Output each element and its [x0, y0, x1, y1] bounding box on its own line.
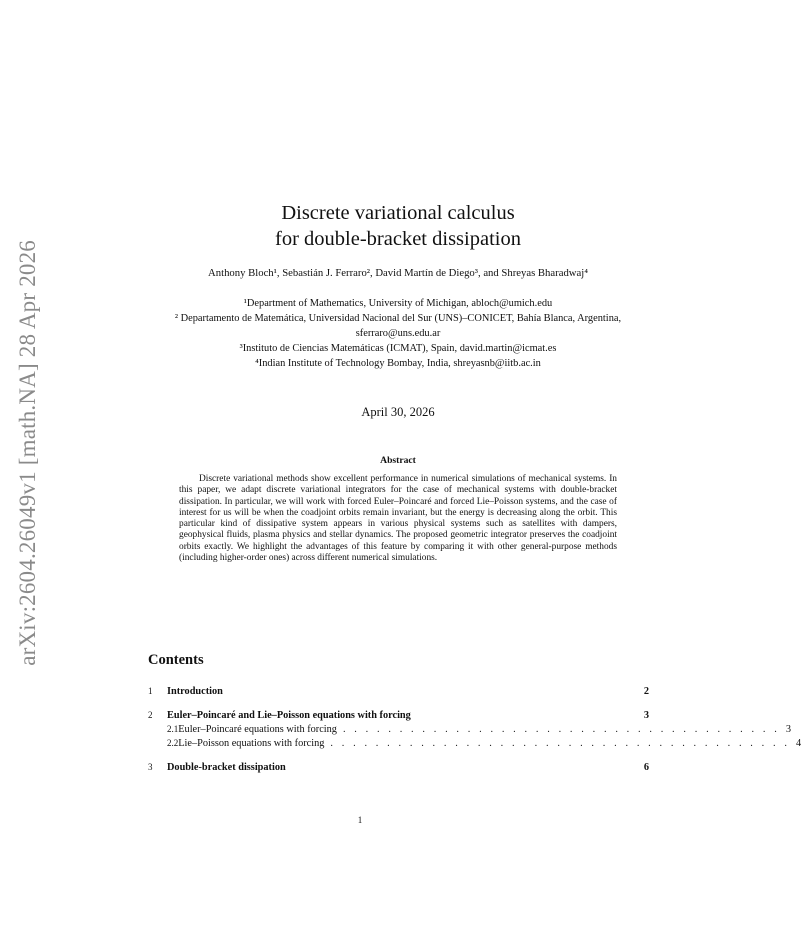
- affiliations: [148, 296, 648, 371]
- toc-page-number: 3: [643, 710, 649, 721]
- toc-section-title: Euler–Poincaré and Lie–Poisson equations with forcing: [167, 710, 411, 721]
- toc-subsection-title: Lie–Poisson equations with forcing: [178, 738, 325, 749]
- title-line-1: Discrete variational calculus: [281, 202, 515, 224]
- toc-leader-dots: . . . . . . . . . . . . . . . . . . . . . . . . . . . . . . . . . . . . . . . . .: [330, 738, 791, 749]
- affiliation-1: ¹Department of Mathematics, University of Michigan, abloch@umich.edu: [243, 298, 553, 309]
- toc-section-introduction[interactable]: [148, 686, 649, 700]
- toc-section-double-bracket-dissipation[interactable]: [148, 762, 649, 776]
- author-list: Anthony Bloch¹, Sebastián J. Ferraro², David Martín de Diego³, and Shreyas Bharadwaj⁴: [208, 267, 588, 279]
- toc-subsection-number: 2.2: [167, 738, 179, 748]
- affiliation-2: ² Departamento de Matemática, Universidad Nacional del Sur (UNS)–CONICET, Bahía Blanca, Argentina, sferraro@uns.edu.ar: [174, 313, 622, 339]
- contents-heading: Contents: [148, 652, 204, 668]
- toc-section-euler-poincare-lie-poisson[interactable]: [148, 710, 649, 724]
- abstract-text: Discrete variational methods show excellent performance in numerical simulations of mechanical systems. In this paper, we adapt discrete variational integrators for the case of mechanical systems with double-bracket dissipation. In particular, we will work with forced Euler–Poincaré and forced Lie–Poisson systems, and the case of interest for us will be when the coadjoint orbits remain invariant, but the energy is decreasing along the orbit. This particular kind of dissipative system appears in various physical systems such as satellites with dampers, geophysical fluids, plasma physics and stellar dynamics. The proposed geometric integrator preserves the coadjoint orbits exactly. We highlight the advantages of this feature by comparing it with other general-purpose methods (including higher-order ones) across different numerical simulations.: [179, 474, 617, 564]
- toc-section-number: 1: [148, 686, 153, 696]
- toc-subsection-number: 2.1: [167, 724, 179, 734]
- toc-leader-dots: . . . . . . . . . . . . . . . . . . . . . . . . . . . . . . . . . . . . . . .: [342, 724, 780, 735]
- toc-section-title: Double-bracket dissipation: [167, 762, 286, 773]
- toc-page-number: 3: [785, 724, 792, 735]
- arxiv-identifier-stamp: [12, 240, 44, 666]
- affiliation-3: ³Instituto de Ciencias Matemáticas (ICMAT), Spain, david.martin@icmat.es: [239, 343, 557, 354]
- toc-subsection-euler-poincare-forcing[interactable]: [148, 724, 792, 738]
- toc-section-number: 2: [148, 710, 153, 720]
- toc-subsection-title: Euler–Poincaré equations with forcing: [178, 724, 337, 735]
- toc-page-number: 6: [643, 762, 649, 773]
- toc-page-number: 2: [643, 686, 649, 697]
- affiliation-4: ⁴Indian Institute of Technology Bombay, India, shreyasnb@iitb.ac.in: [255, 358, 541, 369]
- page-number: 1: [357, 815, 363, 825]
- abstract-heading: Abstract: [380, 455, 416, 466]
- toc-subsection-lie-poisson-forcing[interactable]: [148, 738, 801, 752]
- table-of-contents: [148, 686, 801, 776]
- paper-title: [148, 200, 648, 252]
- publication-date: April 30, 2026: [361, 405, 435, 419]
- toc-page-number: 4: [796, 738, 801, 749]
- arxiv-identifier-text: arXiv:2604.26049v1 [math.NA] 28 Apr 2026: [15, 240, 40, 666]
- toc-section-number: 3: [148, 762, 153, 772]
- toc-section-title: Introduction: [167, 686, 223, 697]
- title-line-2: for double-bracket dissipation: [275, 228, 521, 250]
